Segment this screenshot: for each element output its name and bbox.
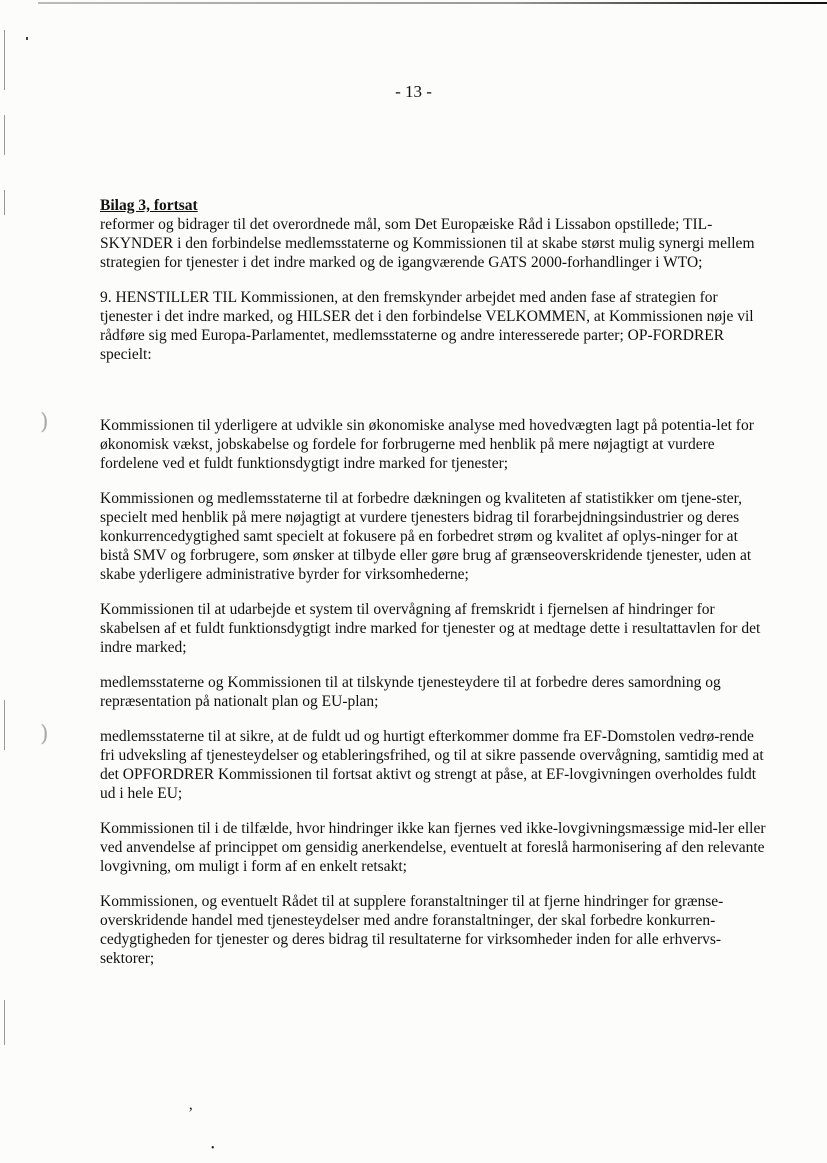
list-item: medlemsstaterne og Kommissionen til at tilskynde tjenesteydere til at forbedre deres samordning og repræsentation på nationalt plan og EU-plan;	[100, 674, 721, 710]
pen-dot: •	[211, 1143, 215, 1154]
pen-mark: ’	[188, 1105, 194, 1122]
left-margin-mark	[4, 30, 5, 90]
top-scan-rule	[38, 2, 827, 4]
list-item: Kommissionen til yderligere at udvikle sin økonomiske analyse med hovedvægten lagt på potentia-let for økonomisk vækst, jobskabelse og fordele for forbrugerne med henblik på mere nøjagtigt at vurdere fordelene ved et fuldt funktionsdygtigt indre marked for tjenester;	[100, 417, 754, 472]
list-item: Kommissionen og medlemsstaterne til at forbedre dækningen og kvaliteten af statistikker om tjene-ster, specielt med henblik på mere nøjagtigt at vurdere tjenesters bidrag til forarbejdningsindustrier og deres konkurrencedygtighed samt specielt at fokusere på en forbedret strøm og kvalitet af oplys-ninger for at bistå SMV og forbrugere, som ønsker at tilbyde eller gøre brug af grænseoverskridende tjenester, uden at skabe yderligere administrative byrder for virksomhederne;	[100, 490, 752, 583]
left-margin-mark	[4, 190, 5, 215]
list-item: Kommissionen til i de tilfælde, hvor hindringer ikke kan fjernes ved ikke-lovgivningsmæssige mid-ler eller ved anvendelse af princippet om gensidig anerkendelse, eventuelt at foreslå harmonisering af den relevante lovgivning, om muligt i form af en enkelt retsakt;	[100, 820, 766, 875]
hole-punch-mark: )	[40, 410, 49, 435]
point-9-paragraph: 9. HENSTILLER TIL Kommissionen, at den fremskynder arbejdet med anden fase af strategien for tjenester i det indre marked, og HILSER det i den forbindelse VELKOMMEN, at Kommissionen nøje vil rådføre sig med Europa-Parlamentet, medlemsstaterne og andre interesserede parter; OP-FORDRER specielt:	[100, 289, 754, 363]
list-item: Kommissionen til at udarbejde et system til overvågning af fremskridt i fjernelsen af hindringer for skabelsen af et fuldt funktionsdygtigt indre marked for tjenester og at medtage dette i resultattavlen for det indre marked;	[100, 601, 761, 656]
annex-heading: Bilag 3, fortsat	[100, 197, 198, 214]
left-margin-mark	[4, 115, 5, 155]
left-margin-mark	[4, 700, 5, 750]
hole-punch-mark: )	[40, 722, 49, 747]
page-number: - 13 -	[395, 82, 432, 101]
continuation-paragraph: reformer og bidrager til det overordnede mål, som Det Europæiske Råd i Lissabon opstillede; TIL-SKYNDER i den forbindelse medlemsstaterne og Kommissionen til at skabe størst mulig synergi mellem strategien for tjenester i det indre marked og de igangværende GATS 2000-forhandlinger i WTO;	[100, 216, 755, 271]
document-body	[100, 196, 770, 968]
list-item: Kommissionen, og eventuelt Rådet til at supplere foranstaltninger til at fjerne hindringer for grænse-overskridende handel med tjenesteydelser med andre foranstaltninger, der skal forbedre konkurren-cedygtigheden for tjenester og deres bidrag til resultaterne for virksomheder inden for alle erhvervs-sektorer;	[100, 893, 724, 967]
list-item: medlemsstaterne til at sikre, at de fuldt ud og hurtigt efterkommer domme fra EF-Domstolen vedrø-rende fri udveksling af tjenesteydelser og etableringsfrihed, og til at sikre passende overvågning, samtidig med at det OPFORDRER Kommissionen til fortsat aktivt og strengt at påse, at EF-lovgivningen overholdes fuldt ud i hele EU;	[100, 728, 764, 802]
left-margin-mark	[4, 1000, 5, 1045]
binder-dot	[26, 37, 28, 40]
